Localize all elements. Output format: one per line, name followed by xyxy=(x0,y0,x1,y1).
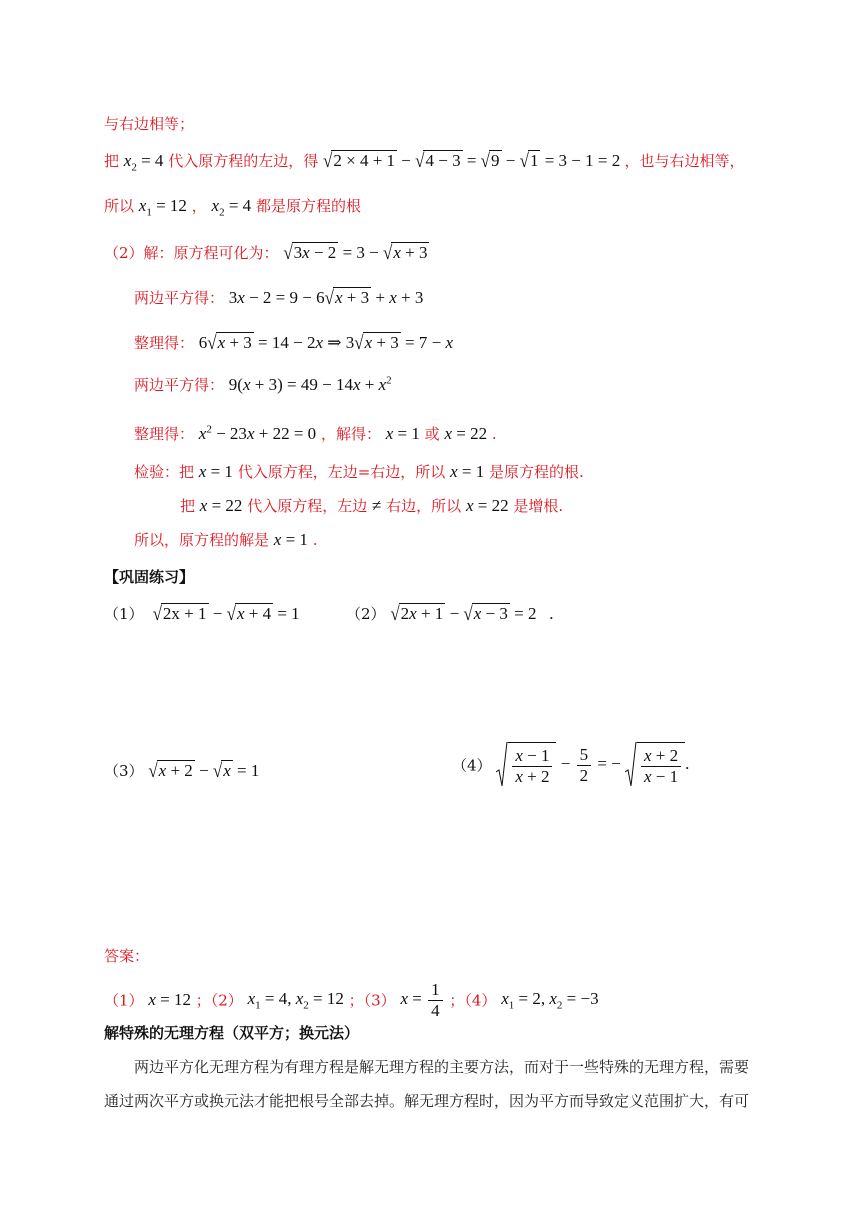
line-text: 都是原方程的根 xyxy=(255,197,361,215)
line-text: 两边平方得： xyxy=(134,376,225,394)
line-text: 整理得： xyxy=(134,334,195,352)
period: . xyxy=(491,425,497,443)
item-number: （3） xyxy=(104,762,144,780)
equation: ≠ xyxy=(372,496,382,515)
line-text: 右边，所以 xyxy=(386,497,462,515)
equation: $x_1 = 12$ xyxy=(138,196,187,219)
text-line xyxy=(134,287,423,308)
text-line xyxy=(104,113,194,134)
equation: 3x − 2 = 9 − 6√x + 3 + x + 3 xyxy=(228,286,424,309)
line-text: 代入原方程，左边=右边，所以 xyxy=(237,463,446,481)
equation: x = 22 xyxy=(199,496,243,515)
equation: $x_2 = 4$ xyxy=(211,196,252,219)
line-text: 代入原方程的左边，得 xyxy=(168,152,319,170)
heading-text: 答案： xyxy=(104,947,150,965)
line-text: 检验：把 xyxy=(134,463,195,481)
practice-item xyxy=(104,760,259,781)
practice-item xyxy=(104,603,300,624)
equation: $\frac{x - 1}{x + 2}$ − $\frac{5}{2}$ = − $\frac{x + 2}{x - 1}$ . xyxy=(496,754,689,773)
equation: √2 × 4 + 1 − √4 − 3 = √9 − √1 = 3 − 1 = 2 xyxy=(323,149,625,172)
line-text: 所以 xyxy=(104,197,135,215)
equation: x = 1 xyxy=(385,424,420,443)
equation: x = 22 xyxy=(465,496,509,515)
equation: √2x + 1 − √x − 3 = 2 . xyxy=(390,602,554,625)
equation: $x^2 - 23x + 22 = 0$ xyxy=(198,423,317,443)
line-text: 整理得： xyxy=(134,425,195,443)
line-text: ，解得： xyxy=(320,425,381,443)
section-title xyxy=(104,1022,359,1043)
equation: √x + 2 − √x = 1 xyxy=(148,759,260,782)
equation: 6√x + 3 = 14 − 2x ⇒ 3√x + 3 = 7 − x xyxy=(198,331,453,354)
equation: x = 1 xyxy=(198,462,233,481)
item-number: （1） xyxy=(104,991,144,1010)
line-text: 所以，原方程的解是 xyxy=(134,531,270,549)
practice-item xyxy=(346,603,553,624)
equation: x = $\frac{1}{4}$ xyxy=(400,989,444,1008)
text-line xyxy=(104,242,429,263)
item-number: （4） xyxy=(452,756,492,775)
line-text: 代入原方程，左边 xyxy=(247,497,368,515)
line-text: ，也与右边相等， xyxy=(624,152,745,170)
item-number: ；（3） xyxy=(348,991,396,1010)
text-line xyxy=(104,195,361,218)
line-text: ， xyxy=(191,197,207,215)
line-text: 把 xyxy=(104,152,120,170)
line-text: 两边平方得： xyxy=(134,289,225,307)
equation: √2x + 1 − √x + 4 = 1 xyxy=(152,602,300,625)
practice-heading xyxy=(104,566,194,587)
line-text: 是增根. xyxy=(513,497,564,515)
text-line xyxy=(134,461,584,482)
line-text: （2）解：原方程可化为： xyxy=(104,244,279,262)
text-line xyxy=(134,332,453,353)
text-line xyxy=(134,529,318,550)
line-text: 把 xyxy=(180,497,196,515)
equation: $x_2 = 4$ xyxy=(123,151,164,174)
text-line xyxy=(134,423,497,444)
line-text: 或 xyxy=(424,425,440,443)
title-text: 解特殊的无理方程（双平方；换元法） xyxy=(104,1024,360,1042)
line-text: 与右边相等； xyxy=(104,115,195,133)
section-body: 两边平方化无理方程为有理方程是解无理方程的主要方法，而对于一些特殊的无理方程，需要通过两次平方或换元法才能把根号全部去掉。解无理方程时，因为平方而导致定义范围扩大，有可 xyxy=(104,1058,750,1110)
text-line xyxy=(180,495,563,516)
heading-text: 【巩固练习】 xyxy=(104,568,195,586)
equation: $x_1 = 2$, $x_2 = -3$ xyxy=(501,988,599,1012)
equation: x = 1 xyxy=(450,462,485,481)
item-number: （2） xyxy=(346,605,386,623)
equation: x = 12 xyxy=(148,990,191,1010)
equation: x = 22 xyxy=(444,424,488,443)
item-number: ；（4） xyxy=(449,991,497,1010)
equation: x = 1 xyxy=(273,530,308,549)
equation: $x_1 = 4$, $x_2 = 12$ xyxy=(247,988,344,1012)
text-line xyxy=(104,150,744,173)
answers-heading xyxy=(104,945,149,966)
item-number: ；（2） xyxy=(195,991,243,1010)
line-text: 是原方程的根. xyxy=(489,463,584,481)
period: . xyxy=(312,531,318,549)
equation: $9(x + 3) = 49 - 14x + x^2$ xyxy=(228,374,392,394)
practice-item xyxy=(452,742,689,788)
item-number: （1） xyxy=(104,605,144,623)
text-line xyxy=(134,374,392,395)
equation: √3x − 2 = 3 − √x + 3 xyxy=(283,241,428,264)
answers-line xyxy=(104,980,599,1020)
